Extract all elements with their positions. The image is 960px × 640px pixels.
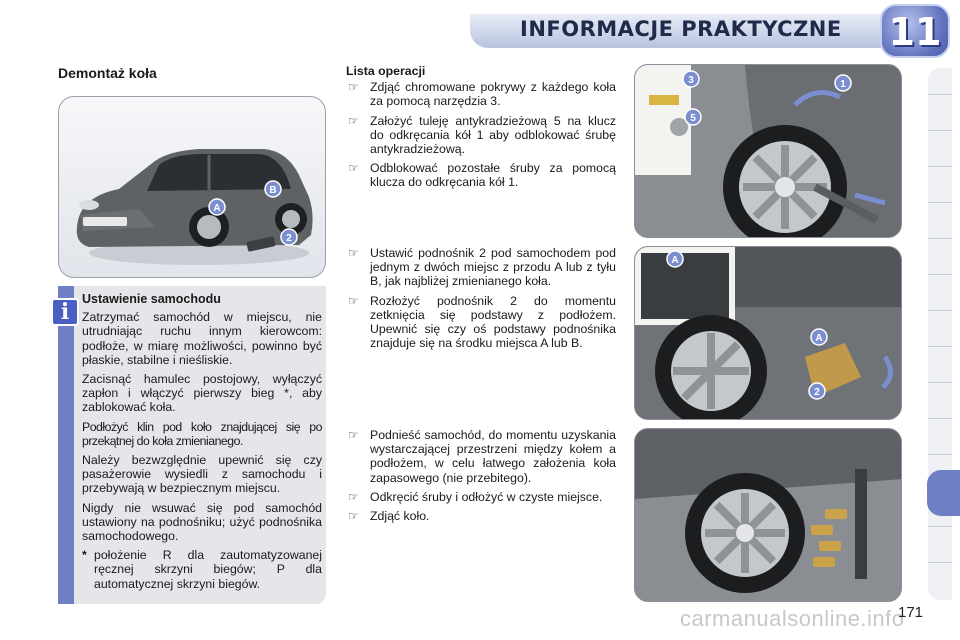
photo1-callout-5: 5 [690, 113, 696, 124]
info-paragraph: Podłożyć klin pod koło znajdującej się po przekątnej do koła zmienianego. [82, 419, 322, 448]
operation-text: Zdjąć chromowane pokrywy z każdego koła za pomocą narzędzia 3. [370, 80, 616, 109]
operation-text: Odblokować pozostałe śruby za pomocą klucza do odkręcania kół 1. [370, 161, 616, 190]
list-item [346, 294, 616, 351]
operations-title: Lista operacji [346, 64, 426, 78]
photo1-callout-3: 3 [688, 75, 694, 86]
chapter-tab-active[interactable] [927, 470, 960, 516]
watermark: carmanualsonline.info [680, 606, 905, 631]
section-title: Demontaż koła [58, 65, 157, 81]
pointing-hand-icon: ☞ [348, 161, 359, 176]
chapter-number: 11 [888, 10, 942, 54]
list-item [346, 509, 616, 523]
operation-text: Zdjąć koło. [370, 509, 430, 524]
operations-group-2 [346, 246, 616, 355]
pointing-hand-icon: ☞ [348, 428, 359, 442]
car-illustration [58, 96, 326, 278]
chapter-tabs [928, 68, 952, 600]
footnote-mark: * [82, 548, 87, 563]
info-box-content [82, 292, 322, 591]
info-paragraph: Zatrzymać samochód w miejscu, nie utrudniając ruchu innym kierowcom: podłoże, w miarę możliwości, powinno być płaskie, stabilne i nieśliskie. [82, 310, 322, 367]
operation-text: Podnieść samochód, do momentu uzyskania wystarczającej przestrzeni między kołem a podłożem, w celu łatwego założenia koła zapasowego (nie przebitego). [370, 428, 616, 485]
list-item [346, 428, 616, 485]
operation-text: Założyć tuleję antykradzieżową 5 na klucz do odkręcania kół 1 aby odblokować śrubę antykradzieżową. [370, 113, 616, 157]
car-callout-b: B [269, 185, 277, 196]
info-box-stripe [58, 286, 74, 604]
operation-text: Odkręcić śruby i odłożyć w czyste miejsce. [370, 489, 603, 504]
list-item [346, 490, 616, 504]
pointing-hand-icon: ☞ [348, 509, 359, 524]
info-paragraph: Nigdy nie wsuwać się pod samochód ustawiony na podnośniku; użyć podnośnika samochodowego. [82, 500, 322, 544]
photo-jack-placement [634, 246, 902, 420]
operation-text: Rozłożyć podnośnik 2 do momentu zetknięcia się podstawy z podłożem. Upewnić się czy oś podstawy podnośnika znajduje się na środku miejsca A lub B. [370, 293, 616, 351]
photo2-callout-a: A [671, 255, 679, 266]
pointing-hand-icon: ☞ [348, 246, 359, 260]
car-drawing [59, 97, 326, 278]
photo-wheel-removal [634, 428, 902, 602]
list-item [346, 114, 616, 157]
page-number: 171 [898, 604, 924, 621]
jack-placement-drawing [635, 247, 902, 420]
pointing-hand-icon: ☞ [348, 80, 359, 95]
list-item [346, 161, 616, 189]
chapter-badge [880, 4, 950, 58]
operations-group-3 [346, 428, 616, 528]
info-paragraph: Zacisnąć hamulec postojowy, wyłączyć zapłon i włączyć pierwszy bieg *, aby zablokować koła. [82, 372, 322, 415]
info-paragraph: Należy bezwzględnie upewnić się czy pasażerowie wysiedli z samochodu i przebywają w bezpiecznym miejscu. [82, 453, 322, 496]
operation-text: Ustawić podnośnik 2 pod samochodem pod jednym z dwóch miejsc z przodu A lub z tyłu B, jak najbliżej zmienianego koła. [370, 246, 616, 289]
info-icon: i [51, 298, 79, 326]
photo-wheel-tools [634, 64, 902, 238]
footnote-text: położenie R dla zautomatyzowanej ręcznej skrzyni biegów; P dla automatycznej skrzyni biegów. [94, 548, 322, 591]
list-item [346, 246, 616, 289]
list-item [346, 80, 616, 108]
wheel-tools-drawing [635, 65, 902, 238]
pointing-hand-icon: ☞ [348, 113, 359, 128]
car-callout-2: 2 [286, 233, 292, 244]
chapter-title: INFORMACJE PRAKTYCZNE [520, 17, 842, 41]
photo2-callout-2: 2 [814, 387, 820, 398]
photo2-callout-a2: A [815, 333, 823, 344]
pointing-hand-icon: ☞ [348, 293, 359, 308]
wheel-removal-drawing [635, 429, 902, 602]
info-footnote [82, 548, 322, 591]
photo1-callout-1: 1 [840, 79, 846, 90]
operations-group-1 [346, 64, 616, 195]
pointing-hand-icon: ☞ [348, 489, 359, 504]
car-callout-a: A [213, 203, 221, 214]
info-box-title: Ustawienie samochodu [82, 292, 221, 306]
